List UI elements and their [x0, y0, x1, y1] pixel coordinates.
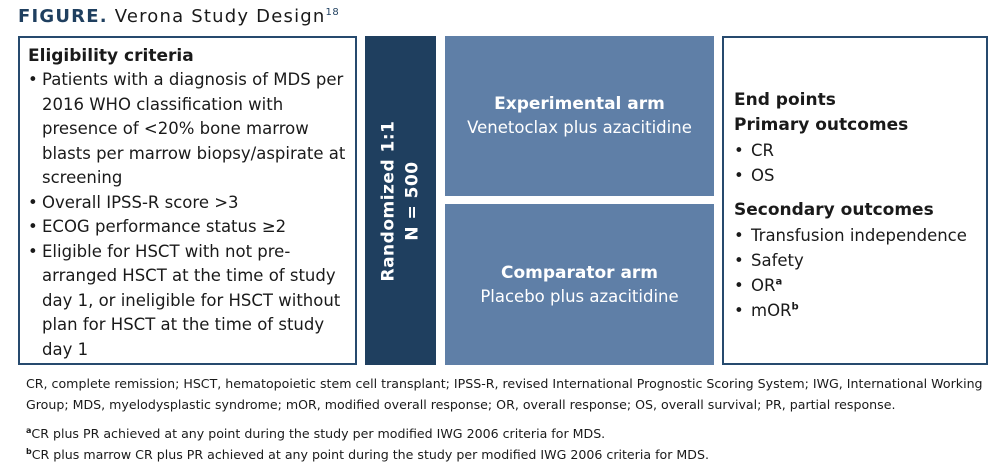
bullet-icon: •	[28, 217, 38, 236]
list-item	[28, 215, 347, 240]
eligibility-item-diagnosis: Patients with a diagnosis of MDS per 2016 WHO classification with presence of <20% bone marrow blasts per marrow biopsy/aspirate at screening	[42, 70, 346, 187]
bullet-icon: •	[28, 192, 38, 212]
experimental-arm-title: Experimental arm	[494, 94, 665, 114]
secondary-outcomes-list	[734, 223, 978, 323]
footnotes	[26, 373, 986, 465]
comparator-arm-box	[445, 204, 714, 365]
bullet-icon: •	[734, 166, 744, 185]
footnote-a-text: CR plus PR achieved at any point during the study per modified IWG 2006 criteria for MDS.	[31, 426, 606, 441]
list-item	[734, 223, 978, 248]
comparator-arm-treatment: Placebo plus azacitidine	[480, 286, 679, 306]
eligibility-heading: Eligibility criteria	[28, 46, 194, 66]
footnote-a-marker: a	[26, 425, 32, 435]
bullet-icon: •	[28, 70, 38, 89]
bullet-icon: •	[734, 301, 744, 320]
randomization-ratio: Randomized 1:1	[378, 119, 399, 282]
footnote-marker-b: b	[791, 301, 799, 313]
list-item	[734, 138, 978, 163]
secondary-outcome-or: OR	[751, 276, 776, 295]
list-item	[734, 248, 978, 273]
eligibility-item-ipss: Overall IPSS-R score >3	[42, 192, 239, 212]
comparator-arm-title: Comparator arm	[500, 262, 659, 283]
bullet-icon: •	[734, 141, 744, 160]
primary-outcomes-list	[734, 138, 978, 188]
experimental-arm-treatment: Venetoclax plus azacitidine	[467, 118, 692, 137]
eligibility-item-hsct: Eligible for HSCT with not pre-arranged HSCT at the time of study day 1, or ineligible for HSCT without plan for HSCT at the time of study day 1	[42, 241, 341, 359]
randomization-sample-size: N = 500	[402, 160, 423, 241]
footnote-b-text: CR plus marrow CR plus PR achieved at any point during the study per modified IWG 2006 criteria for MDS.	[31, 447, 709, 462]
eligibility-item-ecog: ECOG performance status ≥2	[42, 217, 287, 236]
list-item	[28, 68, 347, 191]
footnote-b	[26, 444, 986, 465]
figure-label: FIGURE.	[18, 6, 108, 27]
primary-outcome-cr: CR	[751, 141, 774, 160]
bullet-icon: •	[734, 226, 744, 245]
list-item	[28, 240, 347, 363]
end-points-box	[722, 36, 988, 365]
figure-reference: 18	[325, 7, 340, 18]
primary-outcome-os: OS	[751, 166, 775, 185]
bullet-icon: •	[734, 251, 744, 270]
randomization-bar	[365, 36, 436, 365]
secondary-outcomes-heading: Secondary outcomes	[734, 200, 934, 220]
end-points-heading: End points	[734, 90, 836, 110]
bullet-icon: •	[734, 276, 744, 295]
secondary-outcome-mor: mOR	[751, 301, 792, 320]
experimental-arm-box	[445, 36, 714, 196]
footnote-b-marker: b	[26, 446, 32, 456]
secondary-outcome-safety: Safety	[751, 251, 804, 270]
bullet-icon: •	[28, 241, 38, 261]
eligibility-criteria-box	[18, 36, 357, 365]
footnote-a	[26, 423, 986, 444]
abbreviations-footnote: CR, complete remission; HSCT, hematopoietic stem cell transplant; IPSS-R, revised International Prognostic Scoring System; IWG, International Working Group; MDS, myelodysplastic syndrome; mOR, modified overall response; OR, overall response; OS, overall survival; PR, partial response.	[26, 376, 983, 412]
list-item	[734, 163, 978, 188]
list-item	[734, 298, 978, 323]
footnote-spacer	[26, 415, 986, 423]
footnote-marker-a: a	[775, 276, 783, 288]
figure-name: Verona Study Design	[114, 6, 326, 27]
primary-outcomes-heading: Primary outcomes	[734, 115, 909, 135]
eligibility-list	[28, 68, 347, 362]
randomization-label	[377, 120, 425, 281]
list-item	[734, 273, 978, 298]
figure-title	[18, 6, 339, 27]
list-item	[28, 191, 347, 216]
secondary-outcome-transfusion: Transfusion independence	[751, 226, 967, 245]
